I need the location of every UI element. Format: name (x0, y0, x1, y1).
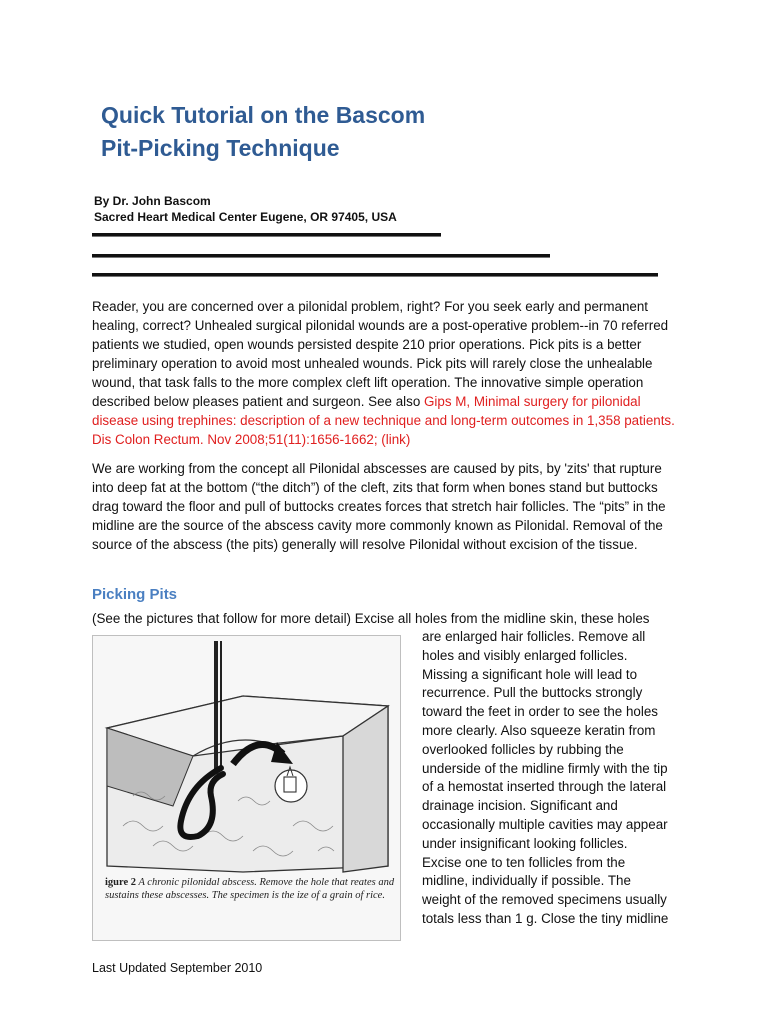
text-line: recurrence. Pull the buttocks strongly (422, 685, 643, 701)
figure-label: igure 2 (105, 877, 137, 888)
figure-caption-text: A chronic pilonidal abscess. Remove the hole that reates and sustains these abscesses. The specimen is the ize of a grain of rice. (105, 877, 395, 901)
text-line: drainage incision. Significant and (422, 798, 618, 814)
text-line: more clearly. Also squeeze keratin from (422, 722, 656, 738)
text-line: toward the feet in order to see the holes (422, 704, 658, 720)
text-line: under insignificant looking follicles. (422, 835, 628, 851)
section-intro-line: (See the pictures that follow for more detail) Excise all holes from the midline skin, these holes (92, 611, 650, 626)
title-line-1: Quick Tutorial on the Bascom (101, 102, 426, 128)
concept-paragraph: We are working from the concept all Pilonidal abscesses are caused by pits, by 'zits' that rupture into deep fat at the bottom (“the ditch”) of the cleft, zits that form when bones stand but buttocks drag toward the floor and pull of buttocks creates forces that stretch hair follicles. The “pits” in the midline are the source of the abscess cavity more commonly known as Pilonidal. Removal of the source of the abscess (the pits) generally will resolve Pilonidal without excision of the tissue. (92, 461, 666, 552)
divider-rule (92, 273, 658, 277)
divider-rule (92, 254, 550, 258)
text-line: Missing a significant hole will lead to (422, 666, 638, 682)
title-line-2: Pit-Picking Technique (101, 135, 340, 161)
intro-paragraph (92, 297, 682, 449)
text-line: occasionally multiple cavities may appear (422, 816, 668, 832)
wrapped-text-column (422, 628, 684, 929)
text-line: overlooked follicles by rubbing the (422, 741, 624, 757)
text-line: underside of the midline firmly with the tip (422, 760, 668, 776)
text-line: totals less than 1 g. Close the tiny midline (422, 910, 669, 926)
section-heading: Picking Pits (92, 586, 178, 603)
affiliation: Sacred Heart Medical Center Eugene, OR 97405, USA (94, 210, 397, 224)
figure-caption (105, 876, 395, 902)
footer-updated: Last Updated September 2010 (92, 961, 263, 975)
text-line: midline, individually if possible. The (422, 873, 631, 889)
byline (94, 193, 694, 225)
abscess-figure (92, 635, 401, 941)
document-title (101, 99, 701, 165)
text-line: are enlarged hair follicles. Remove all (422, 629, 646, 644)
intro-text: Reader, you are concerned over a pilonidal problem, right? For you seek early and permanent healing, correct? Unhealed surgical pilonidal wounds are a post-operative problem--in 70 referred patients we studied, open wounds persisted despite 210 prior operations. Pick pits is a better preliminary operation to avoid most unhealed wounds. Pick pits will rarely close the unhealable wound, that task falls to the more complex cleft lift operation. The innovative simple operation described below pleases patient and surgeon. See also (92, 299, 669, 409)
divider-rule (92, 233, 441, 237)
text-line: Excise one to ten follicles from the (422, 854, 626, 870)
text-line: holes and visibly enlarged follicles. (422, 647, 628, 663)
text-line: weight of the removed specimens usually (422, 892, 667, 908)
author: By Dr. John Bascom (94, 194, 211, 208)
text-line: of a hemostat inserted through the lateral (422, 779, 667, 795)
citation-link[interactable]: Gips M, Minimal surgery for pilonidal disease using trephines: description of a new technique and long-term outcomes in 1,358 patients. Dis Colon Rectum. Nov 2008;51(11):1656-1662; (link) (92, 394, 675, 447)
